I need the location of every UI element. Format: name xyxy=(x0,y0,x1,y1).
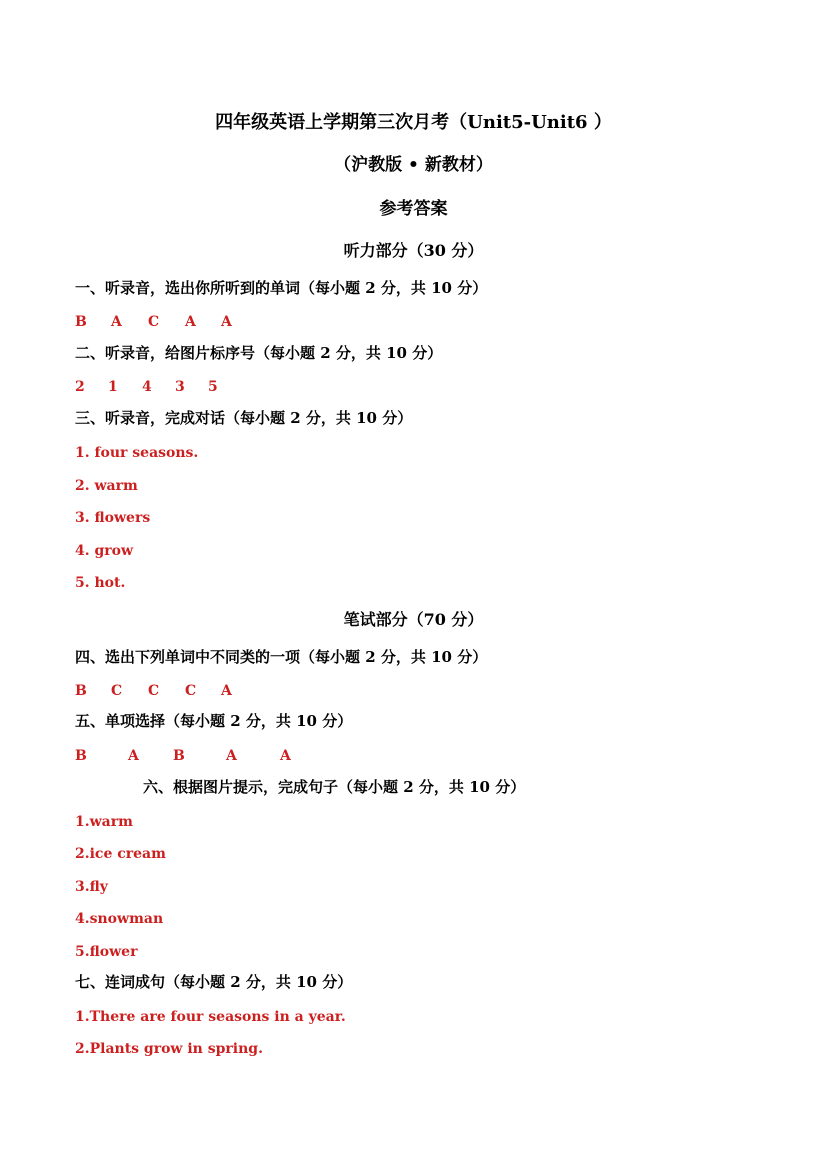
answer-item: A xyxy=(111,314,122,330)
answer-item: A xyxy=(221,314,232,330)
listening-section-heading: 听力部分（30 分） xyxy=(343,241,484,260)
answer-line: 4. grow xyxy=(75,543,134,559)
answer-item: A xyxy=(128,748,139,764)
answer-item: 2 xyxy=(75,379,85,395)
answer-line: 3. flowers xyxy=(75,510,151,526)
answer-line: 2.ice cream xyxy=(75,846,166,862)
answer-item: B xyxy=(173,748,185,764)
question-4-title: 四、选出下列单词中不同类的一项（每小题 2 分，共 10 分） xyxy=(75,648,488,666)
edition-label: （沪教版 • 新教材） xyxy=(334,155,493,175)
question-2-title: 二、听录音，给图片标序号（每小题 2 分，共 10 分） xyxy=(75,344,443,362)
answer-item: A xyxy=(280,748,291,764)
answer-line: 5.flower xyxy=(75,944,138,960)
answer-item: C xyxy=(111,683,123,699)
answer-item: C xyxy=(148,683,160,699)
question-5-title: 五、单项选择（每小题 2 分，共 10 分） xyxy=(75,712,353,730)
answer-line: 1. four seasons. xyxy=(75,445,199,461)
answer-key-subtitle: 参考答案 xyxy=(379,199,448,219)
answer-item: A xyxy=(221,683,232,699)
answer-item: 1 xyxy=(108,379,118,395)
answer-line: 3.fly xyxy=(75,879,108,895)
answer-item: 5 xyxy=(208,379,218,395)
document-title: 四年级英语上学期第三次月考（Unit5-Unit6 ） xyxy=(215,112,612,133)
answer-line: 2.Plants grow in spring. xyxy=(75,1041,263,1057)
writing-section-heading: 笔试部分（70 分） xyxy=(343,610,484,629)
answer-item: C xyxy=(148,314,160,330)
question-7-title: 七、连词成句（每小题 2 分，共 10 分） xyxy=(75,973,353,991)
answer-item: A xyxy=(185,314,196,330)
answer-line: 1.There are four seasons in a year. xyxy=(75,1009,346,1025)
answer-line: 1.warm xyxy=(75,814,133,830)
question-6-title: 六、根据图片提示，完成句子（每小题 2 分，共 10 分） xyxy=(143,778,526,796)
answer-item: B xyxy=(75,748,87,764)
answer-item: C xyxy=(185,683,197,699)
answer-item: A xyxy=(226,748,237,764)
answer-item: 3 xyxy=(175,379,185,395)
question-1-title: 一、听录音，选出你所听到的单词（每小题 2 分，共 10 分） xyxy=(75,279,488,297)
answer-item: 4 xyxy=(142,379,152,395)
answer-line: 4.snowman xyxy=(75,911,164,927)
answer-line: 5. hot. xyxy=(75,575,126,591)
question-3-title: 三、听录音，完成对话（每小题 2 分，共 10 分） xyxy=(75,409,413,427)
answer-item: B xyxy=(75,314,87,330)
answer-line: 2. warm xyxy=(75,478,138,494)
answer-item: B xyxy=(75,683,87,699)
